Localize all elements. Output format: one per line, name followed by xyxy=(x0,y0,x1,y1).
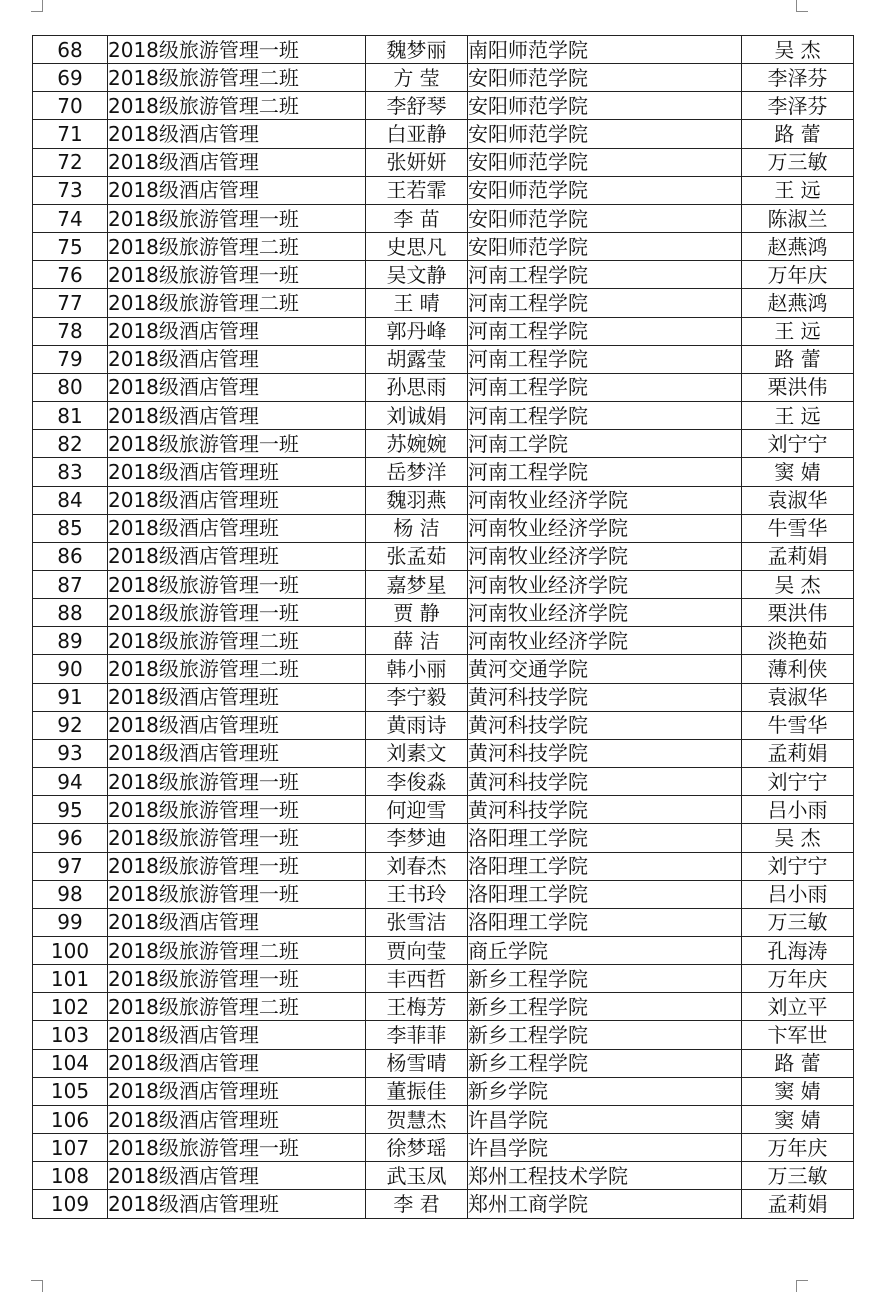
school-name-cell: 安阳师范学院 xyxy=(468,204,742,232)
row-number-cell: 101 xyxy=(33,965,108,993)
row-number-cell: 99 xyxy=(33,908,108,936)
school-name-cell: 许昌学院 xyxy=(468,1105,742,1133)
tutor-name-cell: 吴 杰 xyxy=(742,824,854,852)
row-number-cell: 86 xyxy=(33,542,108,570)
table-row xyxy=(33,317,854,345)
school-name-cell: 商丘学院 xyxy=(468,937,742,965)
class-name-cell: 2018级旅游管理一班 xyxy=(108,261,366,289)
table-row xyxy=(33,796,854,824)
table-row xyxy=(33,937,854,965)
class-name-cell: 2018级酒店管理班 xyxy=(108,458,366,486)
student-name-cell: 张妍妍 xyxy=(366,148,468,176)
student-name-cell: 吴文静 xyxy=(366,261,468,289)
student-name-cell: 魏梦丽 xyxy=(366,36,468,64)
class-name-cell: 2018级酒店管理 xyxy=(108,176,366,204)
table-row xyxy=(33,1134,854,1162)
class-name-cell: 2018级旅游管理二班 xyxy=(108,655,366,683)
table-row xyxy=(33,880,854,908)
table-row xyxy=(33,64,854,92)
school-name-cell: 新乡工程学院 xyxy=(468,1049,742,1077)
tutor-name-cell: 刘宁宁 xyxy=(742,768,854,796)
student-name-cell: 张雪洁 xyxy=(366,908,468,936)
row-number-cell: 78 xyxy=(33,317,108,345)
student-name-cell: 徐梦瑶 xyxy=(366,1134,468,1162)
class-name-cell: 2018级旅游管理二班 xyxy=(108,627,366,655)
tutor-name-cell: 牛雪华 xyxy=(742,514,854,542)
class-name-cell: 2018级酒店管理班 xyxy=(108,1105,366,1133)
student-name-cell: 张孟茹 xyxy=(366,542,468,570)
row-number-cell: 108 xyxy=(33,1162,108,1190)
class-name-cell: 2018级酒店管理 xyxy=(108,402,366,430)
student-name-cell: 胡露莹 xyxy=(366,345,468,373)
tutor-name-cell: 王 远 xyxy=(742,317,854,345)
table-row xyxy=(33,1021,854,1049)
row-number-cell: 88 xyxy=(33,599,108,627)
student-name-cell: 白亚静 xyxy=(366,120,468,148)
student-name-cell: 方 莹 xyxy=(366,64,468,92)
row-number-cell: 100 xyxy=(33,937,108,965)
student-name-cell: 韩小丽 xyxy=(366,655,468,683)
school-name-cell: 河南牧业经济学院 xyxy=(468,627,742,655)
tutor-name-cell: 刘立平 xyxy=(742,993,854,1021)
crop-mark-bottom-right xyxy=(796,1280,808,1292)
tutor-name-cell: 吕小雨 xyxy=(742,796,854,824)
table-row xyxy=(33,711,854,739)
table-row xyxy=(33,627,854,655)
school-name-cell: 洛阳理工学院 xyxy=(468,824,742,852)
tutor-name-cell: 窦 婧 xyxy=(742,1105,854,1133)
school-name-cell: 新乡工程学院 xyxy=(468,965,742,993)
tutor-name-cell: 袁淑华 xyxy=(742,683,854,711)
class-name-cell: 2018级旅游管理一班 xyxy=(108,204,366,232)
student-name-cell: 薛 洁 xyxy=(366,627,468,655)
crop-mark-top-left xyxy=(31,0,43,12)
school-name-cell: 黄河科技学院 xyxy=(468,683,742,711)
table-row xyxy=(33,908,854,936)
class-name-cell: 2018级旅游管理一班 xyxy=(108,570,366,598)
row-number-cell: 82 xyxy=(33,430,108,458)
row-number-cell: 105 xyxy=(33,1077,108,1105)
class-name-cell: 2018级旅游管理二班 xyxy=(108,64,366,92)
row-number-cell: 98 xyxy=(33,880,108,908)
school-name-cell: 洛阳理工学院 xyxy=(468,908,742,936)
row-number-cell: 76 xyxy=(33,261,108,289)
class-name-cell: 2018级旅游管理一班 xyxy=(108,1134,366,1162)
class-name-cell: 2018级酒店管理 xyxy=(108,373,366,401)
class-name-cell: 2018级旅游管理一班 xyxy=(108,965,366,993)
table-row xyxy=(33,965,854,993)
row-number-cell: 95 xyxy=(33,796,108,824)
student-name-cell: 苏婉婉 xyxy=(366,430,468,458)
row-number-cell: 85 xyxy=(33,514,108,542)
class-name-cell: 2018级酒店管理班 xyxy=(108,739,366,767)
row-number-cell: 83 xyxy=(33,458,108,486)
class-name-cell: 2018级酒店管理 xyxy=(108,345,366,373)
tutor-name-cell: 窦 婧 xyxy=(742,458,854,486)
table-row xyxy=(33,36,854,64)
tutor-name-cell: 袁淑华 xyxy=(742,486,854,514)
student-name-cell: 董振佳 xyxy=(366,1077,468,1105)
table-row xyxy=(33,1190,854,1218)
student-name-cell: 史思凡 xyxy=(366,233,468,261)
student-name-cell: 李 苗 xyxy=(366,204,468,232)
class-name-cell: 2018级酒店管理 xyxy=(108,908,366,936)
tutor-name-cell: 李泽芬 xyxy=(742,92,854,120)
school-name-cell: 河南牧业经济学院 xyxy=(468,542,742,570)
class-name-cell: 2018级旅游管理二班 xyxy=(108,233,366,261)
student-name-cell: 武玉凤 xyxy=(366,1162,468,1190)
student-roster-table xyxy=(32,35,854,1219)
table-row xyxy=(33,458,854,486)
class-name-cell: 2018级旅游管理一班 xyxy=(108,824,366,852)
table-row xyxy=(33,148,854,176)
school-name-cell: 河南牧业经济学院 xyxy=(468,599,742,627)
school-name-cell: 安阳师范学院 xyxy=(468,176,742,204)
student-name-cell: 刘诚娟 xyxy=(366,402,468,430)
class-name-cell: 2018级酒店管理班 xyxy=(108,486,366,514)
row-number-cell: 89 xyxy=(33,627,108,655)
school-name-cell: 河南工程学院 xyxy=(468,402,742,430)
row-number-cell: 71 xyxy=(33,120,108,148)
class-name-cell: 2018级旅游管理一班 xyxy=(108,36,366,64)
tutor-name-cell: 吕小雨 xyxy=(742,880,854,908)
tutor-name-cell: 吴 杰 xyxy=(742,570,854,598)
student-name-cell: 孙思雨 xyxy=(366,373,468,401)
student-name-cell: 岳梦洋 xyxy=(366,458,468,486)
class-name-cell: 2018级旅游管理二班 xyxy=(108,993,366,1021)
school-name-cell: 洛阳理工学院 xyxy=(468,880,742,908)
class-name-cell: 2018级酒店管理班 xyxy=(108,1190,366,1218)
table-row xyxy=(33,542,854,570)
row-number-cell: 102 xyxy=(33,993,108,1021)
row-number-cell: 73 xyxy=(33,176,108,204)
table-row xyxy=(33,824,854,852)
row-number-cell: 74 xyxy=(33,204,108,232)
tutor-name-cell: 窦 婧 xyxy=(742,1077,854,1105)
school-name-cell: 郑州工程技术学院 xyxy=(468,1162,742,1190)
class-name-cell: 2018级酒店管理班 xyxy=(108,711,366,739)
class-name-cell: 2018级酒店管理 xyxy=(108,148,366,176)
school-name-cell: 许昌学院 xyxy=(468,1134,742,1162)
row-number-cell: 91 xyxy=(33,683,108,711)
student-name-cell: 王梅芳 xyxy=(366,993,468,1021)
table-row xyxy=(33,1162,854,1190)
table-row xyxy=(33,345,854,373)
crop-mark-bottom-left xyxy=(31,1280,43,1292)
row-number-cell: 104 xyxy=(33,1049,108,1077)
row-number-cell: 107 xyxy=(33,1134,108,1162)
row-number-cell: 103 xyxy=(33,1021,108,1049)
class-name-cell: 2018级旅游管理一班 xyxy=(108,852,366,880)
school-name-cell: 黄河科技学院 xyxy=(468,739,742,767)
row-number-cell: 93 xyxy=(33,739,108,767)
table-row xyxy=(33,739,854,767)
class-name-cell: 2018级酒店管理班 xyxy=(108,1077,366,1105)
row-number-cell: 81 xyxy=(33,402,108,430)
school-name-cell: 郑州工商学院 xyxy=(468,1190,742,1218)
table-row xyxy=(33,486,854,514)
student-name-cell: 何迎雪 xyxy=(366,796,468,824)
row-number-cell: 84 xyxy=(33,486,108,514)
student-name-cell: 李俊淼 xyxy=(366,768,468,796)
row-number-cell: 87 xyxy=(33,570,108,598)
table-row xyxy=(33,852,854,880)
student-name-cell: 郭丹峰 xyxy=(366,317,468,345)
tutor-name-cell: 淡艳茹 xyxy=(742,627,854,655)
school-name-cell: 河南牧业经济学院 xyxy=(468,486,742,514)
tutor-name-cell: 万年庆 xyxy=(742,1134,854,1162)
row-number-cell: 92 xyxy=(33,711,108,739)
table-row xyxy=(33,289,854,317)
class-name-cell: 2018级旅游管理二班 xyxy=(108,92,366,120)
school-name-cell: 河南工程学院 xyxy=(468,345,742,373)
row-number-cell: 106 xyxy=(33,1105,108,1133)
school-name-cell: 河南工程学院 xyxy=(468,373,742,401)
tutor-name-cell: 王 远 xyxy=(742,176,854,204)
class-name-cell: 2018级旅游管理一班 xyxy=(108,880,366,908)
crop-mark-top-right xyxy=(796,0,808,12)
school-name-cell: 新乡工程学院 xyxy=(468,1021,742,1049)
school-name-cell: 新乡学院 xyxy=(468,1077,742,1105)
row-number-cell: 69 xyxy=(33,64,108,92)
roster-body xyxy=(33,36,854,1219)
student-name-cell: 杨 洁 xyxy=(366,514,468,542)
student-name-cell: 李菲菲 xyxy=(366,1021,468,1049)
table-row xyxy=(33,402,854,430)
student-name-cell: 贾 静 xyxy=(366,599,468,627)
row-number-cell: 75 xyxy=(33,233,108,261)
class-name-cell: 2018级酒店管理 xyxy=(108,1049,366,1077)
tutor-name-cell: 卞军世 xyxy=(742,1021,854,1049)
tutor-name-cell: 牛雪华 xyxy=(742,711,854,739)
school-name-cell: 河南工程学院 xyxy=(468,289,742,317)
school-name-cell: 河南牧业经济学院 xyxy=(468,514,742,542)
table-row xyxy=(33,92,854,120)
tutor-name-cell: 栗洪伟 xyxy=(742,373,854,401)
class-name-cell: 2018级旅游管理一班 xyxy=(108,796,366,824)
student-name-cell: 李 君 xyxy=(366,1190,468,1218)
tutor-name-cell: 万三敏 xyxy=(742,908,854,936)
school-name-cell: 黄河科技学院 xyxy=(468,768,742,796)
class-name-cell: 2018级旅游管理二班 xyxy=(108,289,366,317)
tutor-name-cell: 万三敏 xyxy=(742,148,854,176)
class-name-cell: 2018级酒店管理 xyxy=(108,1021,366,1049)
row-number-cell: 80 xyxy=(33,373,108,401)
row-number-cell: 77 xyxy=(33,289,108,317)
tutor-name-cell: 孟莉娟 xyxy=(742,1190,854,1218)
student-name-cell: 贾向莹 xyxy=(366,937,468,965)
student-name-cell: 李宁毅 xyxy=(366,683,468,711)
school-name-cell: 洛阳理工学院 xyxy=(468,852,742,880)
tutor-name-cell: 赵燕鸿 xyxy=(742,233,854,261)
tutor-name-cell: 刘宁宁 xyxy=(742,430,854,458)
class-name-cell: 2018级酒店管理 xyxy=(108,1162,366,1190)
table-row xyxy=(33,1077,854,1105)
tutor-name-cell: 栗洪伟 xyxy=(742,599,854,627)
tutor-name-cell: 王 远 xyxy=(742,402,854,430)
student-name-cell: 黄雨诗 xyxy=(366,711,468,739)
row-number-cell: 97 xyxy=(33,852,108,880)
school-name-cell: 南阳师范学院 xyxy=(468,36,742,64)
table-row xyxy=(33,655,854,683)
school-name-cell: 河南工学院 xyxy=(468,430,742,458)
row-number-cell: 94 xyxy=(33,768,108,796)
tutor-name-cell: 万年庆 xyxy=(742,261,854,289)
school-name-cell: 黄河交通学院 xyxy=(468,655,742,683)
student-name-cell: 王 晴 xyxy=(366,289,468,317)
table-row xyxy=(33,373,854,401)
row-number-cell: 79 xyxy=(33,345,108,373)
school-name-cell: 安阳师范学院 xyxy=(468,92,742,120)
student-name-cell: 魏羽燕 xyxy=(366,486,468,514)
class-name-cell: 2018级酒店管理 xyxy=(108,120,366,148)
table-row xyxy=(33,430,854,458)
row-number-cell: 96 xyxy=(33,824,108,852)
class-name-cell: 2018级旅游管理一班 xyxy=(108,430,366,458)
tutor-name-cell: 孟莉娟 xyxy=(742,739,854,767)
tutor-name-cell: 刘宁宁 xyxy=(742,852,854,880)
table-row xyxy=(33,683,854,711)
tutor-name-cell: 赵燕鸿 xyxy=(742,289,854,317)
table-row xyxy=(33,1049,854,1077)
tutor-name-cell: 路 蕾 xyxy=(742,120,854,148)
school-name-cell: 河南牧业经济学院 xyxy=(468,570,742,598)
student-name-cell: 王书玲 xyxy=(366,880,468,908)
school-name-cell: 黄河科技学院 xyxy=(468,711,742,739)
table-row xyxy=(33,176,854,204)
class-name-cell: 2018级酒店管理 xyxy=(108,317,366,345)
table-row xyxy=(33,514,854,542)
student-name-cell: 丰西哲 xyxy=(366,965,468,993)
tutor-name-cell: 路 蕾 xyxy=(742,345,854,373)
class-name-cell: 2018级酒店管理班 xyxy=(108,514,366,542)
table-row xyxy=(33,204,854,232)
student-name-cell: 李舒琴 xyxy=(366,92,468,120)
school-name-cell: 安阳师范学院 xyxy=(468,233,742,261)
school-name-cell: 河南工程学院 xyxy=(468,261,742,289)
class-name-cell: 2018级旅游管理一班 xyxy=(108,768,366,796)
tutor-name-cell: 吴 杰 xyxy=(742,36,854,64)
tutor-name-cell: 万年庆 xyxy=(742,965,854,993)
student-name-cell: 王若霏 xyxy=(366,176,468,204)
row-number-cell: 72 xyxy=(33,148,108,176)
student-name-cell: 李梦迪 xyxy=(366,824,468,852)
student-name-cell: 杨雪晴 xyxy=(366,1049,468,1077)
table-row xyxy=(33,233,854,261)
tutor-name-cell: 孟莉娟 xyxy=(742,542,854,570)
table-row xyxy=(33,261,854,289)
tutor-name-cell: 路 蕾 xyxy=(742,1049,854,1077)
class-name-cell: 2018级旅游管理一班 xyxy=(108,599,366,627)
row-number-cell: 109 xyxy=(33,1190,108,1218)
table-row xyxy=(33,993,854,1021)
class-name-cell: 2018级酒店管理班 xyxy=(108,542,366,570)
tutor-name-cell: 李泽芬 xyxy=(742,64,854,92)
school-name-cell: 新乡工程学院 xyxy=(468,993,742,1021)
school-name-cell: 黄河科技学院 xyxy=(468,796,742,824)
school-name-cell: 安阳师范学院 xyxy=(468,148,742,176)
row-number-cell: 68 xyxy=(33,36,108,64)
table-row xyxy=(33,1105,854,1133)
student-name-cell: 贺慧杰 xyxy=(366,1105,468,1133)
table-row xyxy=(33,599,854,627)
table-row xyxy=(33,570,854,598)
school-name-cell: 河南工程学院 xyxy=(468,458,742,486)
school-name-cell: 安阳师范学院 xyxy=(468,120,742,148)
row-number-cell: 90 xyxy=(33,655,108,683)
student-name-cell: 嘉梦星 xyxy=(366,570,468,598)
row-number-cell: 70 xyxy=(33,92,108,120)
table-row xyxy=(33,120,854,148)
student-name-cell: 刘春杰 xyxy=(366,852,468,880)
student-name-cell: 刘素文 xyxy=(366,739,468,767)
class-name-cell: 2018级酒店管理班 xyxy=(108,683,366,711)
tutor-name-cell: 薄利侠 xyxy=(742,655,854,683)
school-name-cell: 安阳师范学院 xyxy=(468,64,742,92)
tutor-name-cell: 孔海涛 xyxy=(742,937,854,965)
tutor-name-cell: 陈淑兰 xyxy=(742,204,854,232)
table-row xyxy=(33,768,854,796)
school-name-cell: 河南工程学院 xyxy=(468,317,742,345)
tutor-name-cell: 万三敏 xyxy=(742,1162,854,1190)
class-name-cell: 2018级旅游管理二班 xyxy=(108,937,366,965)
